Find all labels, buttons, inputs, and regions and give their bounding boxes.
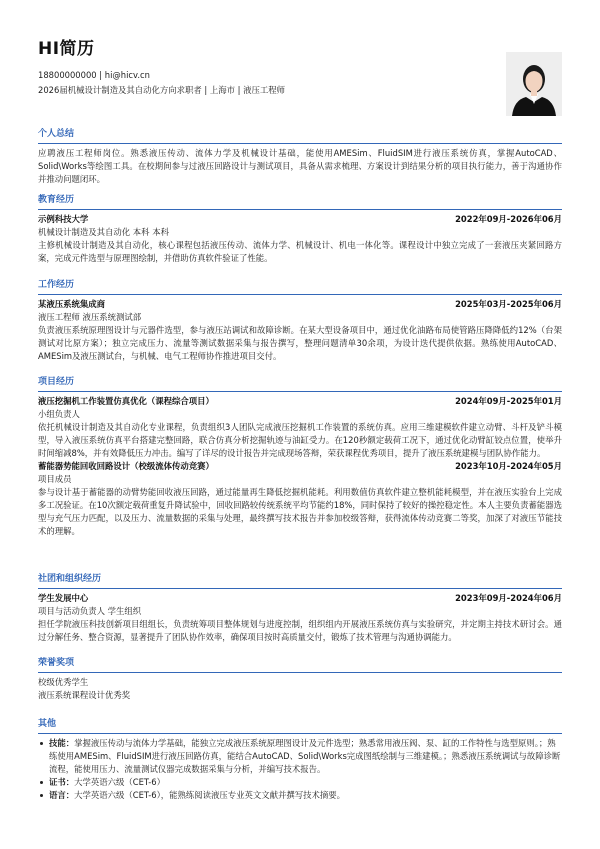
work-role: 液压工程师 液压系统测试部 [38, 311, 142, 322]
list-item [38, 776, 562, 789]
certificate-text: 大学英语六级（CET-6） [74, 776, 165, 787]
section-title-summary: 个人总结 [38, 128, 562, 144]
project-item [38, 460, 562, 538]
awards-section [38, 657, 562, 702]
project-name: 液压挖掘机工作装置仿真优化（课程综合项目） [38, 395, 214, 406]
summary-section [38, 128, 562, 186]
club-desc: 担任学院液压科技创新项目组组长，负责统筹项目整体规划与进度控制，组织组内开展液压系统仿真与实验研究，并定期主持技术研讨会。通过分解任务、整合资源，显著提升了团队协作效率，确保项目按时高质量交付，锻炼了技术管理与沟通协调能力。 [38, 618, 562, 642]
job-intent: 2026届机械设计制造及其自动化方向求职者 | 上海市 | 液压工程师 [38, 85, 285, 95]
club-header [38, 592, 562, 605]
portrait-photo [506, 52, 562, 116]
certificate-label: 证书： [49, 776, 75, 787]
education-header [38, 213, 562, 226]
work-date: 2025年03月-2025年06月 [455, 298, 562, 309]
project-role: 小组负责人 [38, 408, 80, 419]
club-role: 项目与活动负责人 学生组织 [38, 605, 142, 616]
project-header [38, 395, 562, 408]
section-title-awards: 荣誉奖项 [38, 657, 562, 673]
project-date: 2024年09月-2025年01月 [455, 395, 562, 406]
section-title-work: 工作经历 [38, 279, 562, 295]
language-text: 大学英语六级（CET-6），能熟练阅读液压专业英文文献并撰写技术摘要。 [74, 790, 346, 800]
projects-section [38, 376, 562, 538]
company-name: 某液压系统集成商 [38, 298, 105, 309]
list-item [38, 737, 562, 776]
others-list [38, 737, 562, 802]
section-title-others: 其他 [38, 718, 562, 734]
project-desc: 参与设计基于蓄能器的动臂势能回收液压回路，通过能量再生降低挖掘机能耗。利用数值仿真软件建立整机能耗模型，并在液压实验台上完成多工况验证。在10次额定载荷重复升降试验中，回收回路较传统系统平均节能约18%，同时保持了较好的操控稳定性。本人主要负责蓄能器选型与充气压力匹配，以及压力、流量数据的采集与处理，最终撰写技术报告并参加校级答辩，获得流体传动竞赛二等奖，加深了对液压节能技术的理解。 [38, 487, 562, 537]
project-desc: 依托机械设计制造及其自动化专业课程，负责组织3人团队完成液压挖掘机工作装置的系统仿真。应用三维建模软件建立动臂、斗杆及铲斗模型，导入液压系统仿真平台搭建完整回路，联合仿真分析挖掘轨迹与油缸受力。在120秒额定载荷工况下，通过优化动臂缸铰点位置，使举升时间缩减8%，并有效降低压力冲击。编写了详尽的设计报告并完成现场答辩，荣获课程优秀项目，提升了液压系统建模与团队协作能力。 [38, 421, 562, 458]
contact-info: 18800000000 | hi@hicv.cn [38, 70, 150, 80]
section-title-projects: 项目经历 [38, 376, 562, 392]
org-name: 学生发展中心 [38, 592, 89, 603]
project-item [38, 395, 562, 460]
education-date: 2022年09月-2026年06月 [455, 213, 562, 224]
avatar [506, 52, 562, 116]
project-name: 蓄能器势能回收回路设计（校级流体传动竞赛） [38, 461, 214, 472]
school-name: 示例科技大学 [38, 213, 89, 224]
others-section [38, 718, 562, 802]
project-role: 项目成员 [38, 474, 72, 485]
list-item [38, 789, 562, 802]
education-major: 机械设计制造及其自动化 本科 本科 [38, 226, 169, 237]
education-desc: 主修机械设计制造及其自动化，核心课程包括液压传动、流体力学、机械设计、机电一体化等。课程设计中独立完成了一套液压夹紧回路方案，完成元件选型与原理图绘制，并借助仿真软件验证了性能。 [38, 239, 562, 263]
work-section [38, 279, 562, 363]
education-section [38, 194, 562, 265]
work-desc: 负责液压系统原理图设计与元器件选型，参与液压站调试和故障诊断。在某大型设备项目中，通过优化油路布局使管路压降降低约12%（台架测试对比原方案）；独立完成压力、流量等测试数据采集与报告撰写，整理问题清单30余项，为设计迭代提供依据。熟练使用AutoCAD、AMESim及液压测试台，与机械、电气工程师协作推进项目交付。 [38, 324, 562, 361]
award-item: 液压系统课程设计优秀奖 [38, 689, 131, 700]
section-title-education: 教育经历 [38, 194, 562, 210]
award-item: 校级优秀学生 [38, 676, 89, 687]
project-date: 2023年10月-2024年05月 [455, 461, 562, 472]
clubs-section [38, 573, 562, 644]
project-header [38, 460, 562, 473]
section-title-clubs: 社团和组织经历 [38, 573, 562, 589]
candidate-name: HI简历 [38, 39, 95, 59]
work-header [38, 298, 562, 311]
skill-text: 掌握液压传动与流体力学基础，能独立完成液压系统原理图设计及元件选型；熟悉常用液压阀、泵、缸的工作特性与选型原则。；熟练使用AMESim、FluidSIM进行液压回路仿真，能结合AutoCAD、Solid\Works完成图纸绘制与三维建模。；熟悉液压系统调试与故障诊断流程，能使用压力、流量测试仪器完成数据采集与分析，并编写技术报告。 [49, 737, 561, 774]
summary-text: 应聘液压工程师岗位。熟悉液压传动、流体力学及机械设计基础，能使用AMESim、FluidSIM进行液压系统仿真，掌握AutoCAD、Solid\Works等绘图工具。在校期间参与过液压回路设计与测试项目，具备从需求梳理、方案设计到结果分析的项目执行能力，善于沟通协作并推动问题闭环。 [38, 147, 562, 184]
skill-label: 技能： [49, 737, 75, 748]
club-date: 2023年09月-2024年06月 [455, 592, 562, 603]
language-label: 语言： [49, 790, 75, 800]
